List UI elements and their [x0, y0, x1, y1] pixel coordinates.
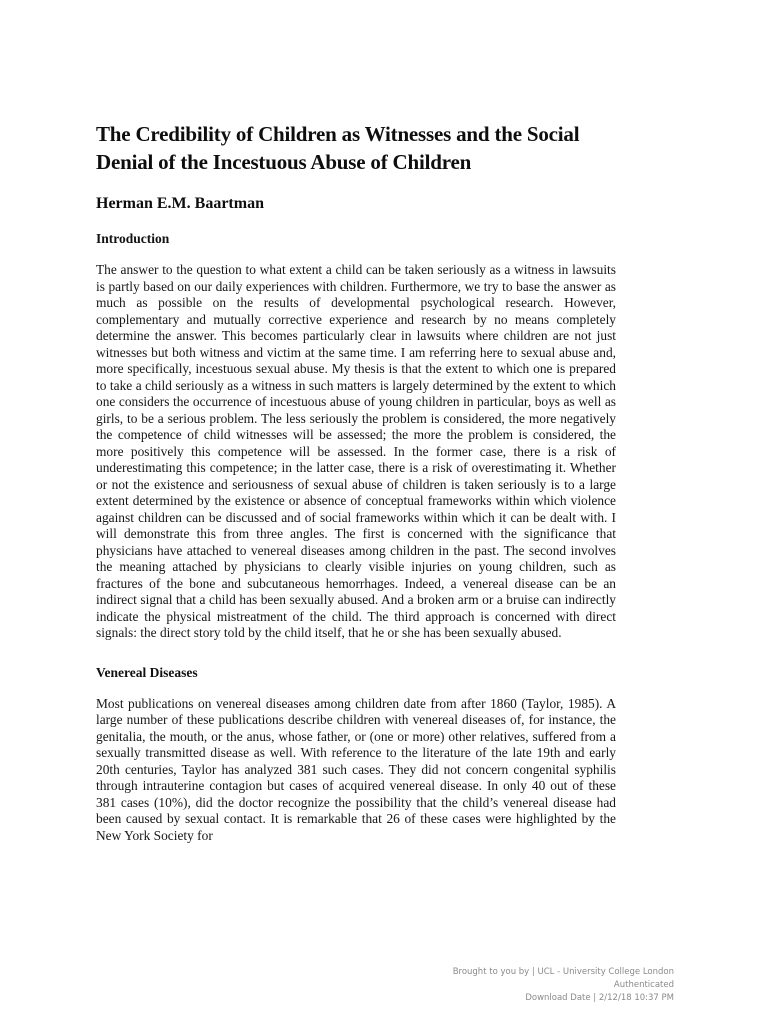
article-title: The Credibility of Children as Witnesses and the Social Denial of the Incestuous Abuse of Children — [96, 122, 580, 174]
section-heading-venereal-diseases: Venereal Diseases — [96, 664, 198, 680]
section-heading-introduction: Introduction — [96, 231, 170, 246]
article-author: Herman E.M. Baartman — [96, 195, 264, 212]
introduction-paragraph: The answer to the question to what extent a child can be taken seriously as a witness in lawsuits is partly based on our daily experiences with children. Furthermore, we try to base the answer as much as possible on the results of developmental psychological research. However, complementary and mutually corrective experience and research by no means completely determine the answer. This becomes particularly clear in lawsuits where children are not just witnesses but both witness and victim at the same time. I am referring here to sexual abuse and, more specifically, incestuous sexual abuse. My thesis is that the extent to which one is prepared to take a child seriously as a witness in such matters is largely determined by the extent to which one considers the occurrence of incestuous abuse of young children in particular, boys as well as girls, to be a serious problem. The less seriously the problem is considered, the more negatively the competence of child witnesses will be assessed; the more the problem is considered, the more positively this competence will be assessed. In the former case, there is a risk of underestimating this competence; in the latter case, there is a risk of overestimating it. Whether or not the existence and seriousness of sexual abuse of children is taken seriously is to a large extent determined by the existence or absence of conceptual frameworks within which violence against children can be discussed and of social frameworks within which it can be dealt with. I will demonstrate this from three angles. The first is concerned with the significance that physicians have attached to venereal diseases among children in the past. The second involves the meaning attached by physicians to clearly visible injuries on young children, such as fractures of the bone and subcutaneous hemorrhages. Indeed, a venereal disease can be an indirect signal that a child has been sexually abused. And a broken arm or a bruise can indirectly indicate the physical mistreatment of the child. The third approach is concerned with direct signals: the direct story told by the child itself, that he or she has been sexually abused. — [96, 262, 616, 640]
venereal-diseases-paragraph: Most publications on venereal diseases among children date from after 1860 (Taylor, 1985). A large number of these publications describe children with venereal diseases of, for instance, the genitalia, the mouth, or the anus, whose father, or (one or more) other relatives, suffered from a sexually transmitted disease as well. With reference to the literature of the late 19th and early 20th centuries, Taylor has analyzed 381 such cases. They did not concern congenital syphilis through intrauterine contagion but cases of acquired venereal disease. In only 40 out of these 381 cases (10%), did the doctor recognize the possibility that the child’s venereal disease had been caused by sexual contact. It is remarkable that 26 of these cases were highlighted by the New York Society for — [96, 695, 616, 843]
paper-page — [96, 120, 616, 844]
footer-provider-line: Brought to you by | UCL - University College London — [452, 967, 674, 977]
footer-authenticated-line: Authenticated — [613, 980, 674, 990]
download-footer — [453, 966, 674, 1005]
footer-download-date-line: Download Date | 2/12/18 10:37 PM — [525, 993, 674, 1003]
